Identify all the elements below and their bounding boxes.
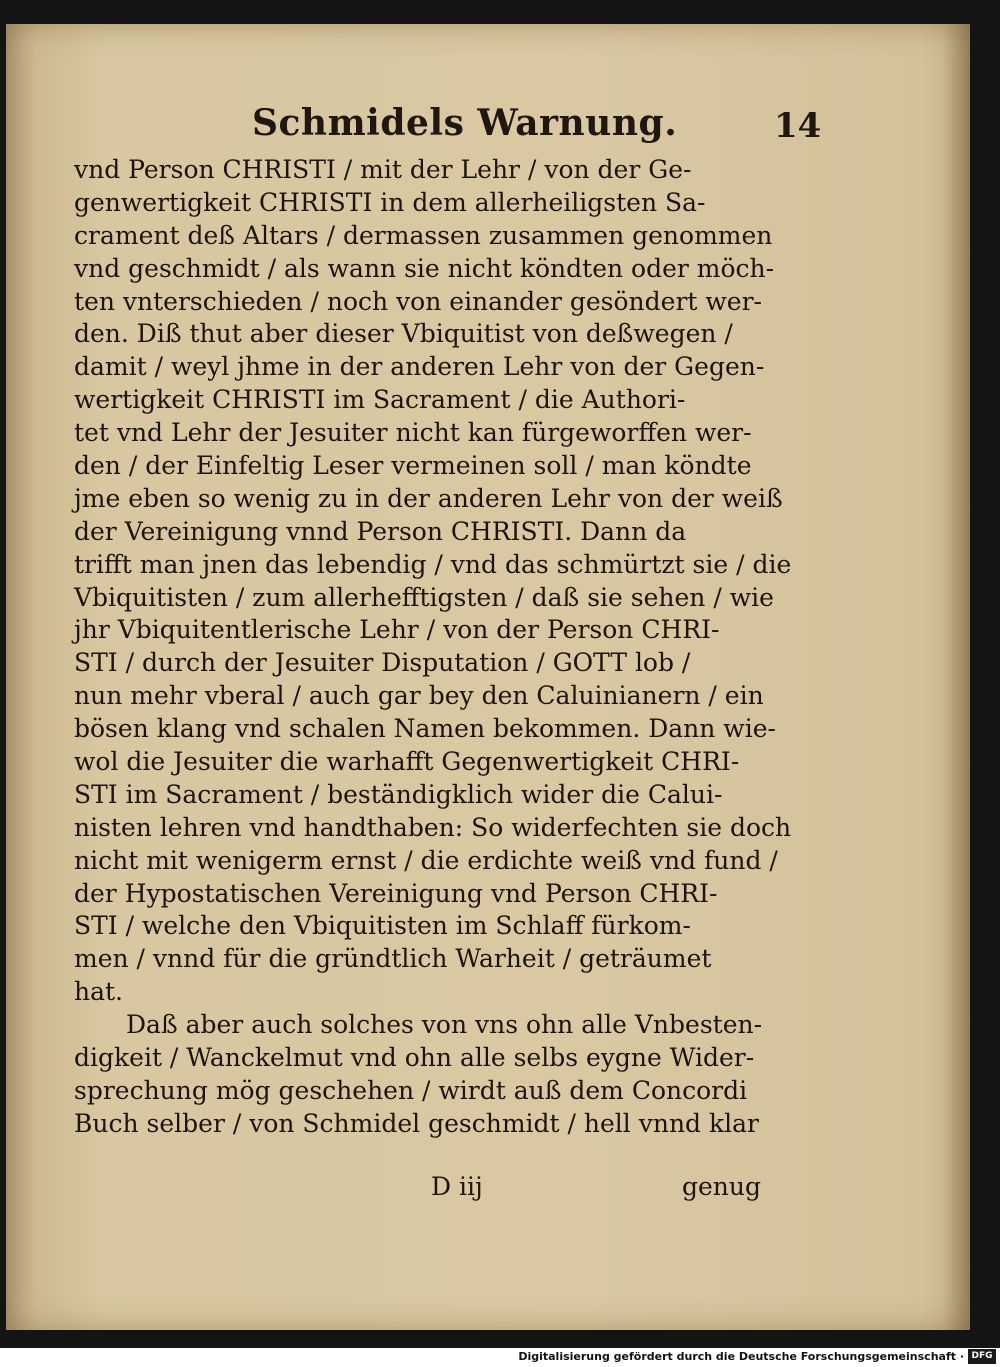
catchword: genug xyxy=(682,1172,762,1201)
text-line: digkeit / Wanckelmut vnd ohn alle selbs eygne Wider- xyxy=(74,1043,755,1073)
text-line: den. Diß thut aber dieser Vbiquitist von deßwegen / xyxy=(74,319,733,349)
text-line: ten vnterschieden / noch von einander gesöndert wer- xyxy=(74,286,762,316)
funding-notice: Digitalisierung gefördert durch die Deutsche Forschungsgemeinschaft · xyxy=(518,1350,964,1363)
folio-number: 14 xyxy=(774,106,822,146)
text-line: trifft man jnen das lebendig / vnd das schmürtzt sie / die xyxy=(74,549,792,579)
running-head xyxy=(6,102,970,162)
text-line: sprechung mög geschehen / wirdt auß dem Concordi xyxy=(74,1075,748,1105)
text-line: der Vereinigung vnnd Person CHRISTI. Dann da xyxy=(74,516,687,546)
footer-bar xyxy=(0,1348,1000,1367)
catchline xyxy=(6,1172,970,1208)
text-line: jhr Vbiquitentlerische Lehr / von der Person CHRI- xyxy=(74,615,720,645)
text-line: wol die Jesuiter die warhafft Gegenwertigkeit CHRI- xyxy=(74,747,740,777)
text-line: nisten lehren vnd handthaben: So widerfechten sie doch xyxy=(74,812,792,842)
text-line: STI / durch der Jesuiter Disputation / GOTT lob / xyxy=(74,648,691,678)
header-title: Schmidels Warnung. xyxy=(252,102,678,144)
dfg-logo: DFG xyxy=(968,1349,996,1364)
text-line: jme eben so wenig zu in der anderen Lehr von der weiß xyxy=(74,483,783,513)
text-line: der Hypostatischen Vereinigung vnd Person CHRI- xyxy=(74,878,718,908)
text-line: STI / welche den Vbiquitisten im Schlaff fürkom- xyxy=(74,911,691,941)
text-line: men / vnnd für die gründtlich Warheit / geträumet xyxy=(74,944,712,974)
signature-mark: D iij xyxy=(431,1172,483,1201)
text-line: den / der Einfeltig Leser vermeinen soll / man köndte xyxy=(74,451,752,481)
text-line: genwertigkeit CHRISTI in dem allerheiligsten Sa- xyxy=(74,187,706,217)
text-line: Daß aber auch solches von vns ohn alle Vnbesten- xyxy=(126,1010,763,1040)
text-line: wertigkeit CHRISTI im Sacrament / die Authori- xyxy=(74,385,686,415)
page-edge-shadow xyxy=(942,24,970,1330)
text-line: vnd Person CHRISTI / mit der Lehr / von der Ge- xyxy=(74,155,692,184)
text-line: Vbiquitisten / zum allerhefftigsten / daß sie sehen / wie xyxy=(74,582,774,612)
text-line: nicht mit wenigerm ernst / die erdichte weiß vnd fund / xyxy=(74,845,778,875)
body-text xyxy=(74,154,792,1141)
text-line: bösen klang vnd schalen Namen bekommen. Dann wie- xyxy=(74,714,776,744)
text-line: nun mehr vberal / auch gar bey den Caluinianern / ein xyxy=(74,681,764,711)
text-line: STI im Sacrament / beständigklich wider die Calui- xyxy=(74,779,723,809)
text-line: hat. xyxy=(74,977,123,1007)
text-line: crament deß Altars / dermassen zusammen genommen xyxy=(74,220,773,250)
text-line: damit / weyl jhme in der anderen Lehr von der Gegen- xyxy=(74,352,765,382)
book-page xyxy=(6,24,970,1330)
text-line: tet vnd Lehr der Jesuiter nicht kan fürgeworffen wer- xyxy=(74,418,752,448)
text-line: Buch selber / von Schmidel geschmidt / hell vnnd klar xyxy=(74,1108,760,1138)
text-line: vnd geschmidt / als wann sie nicht köndten oder möch- xyxy=(74,253,775,283)
